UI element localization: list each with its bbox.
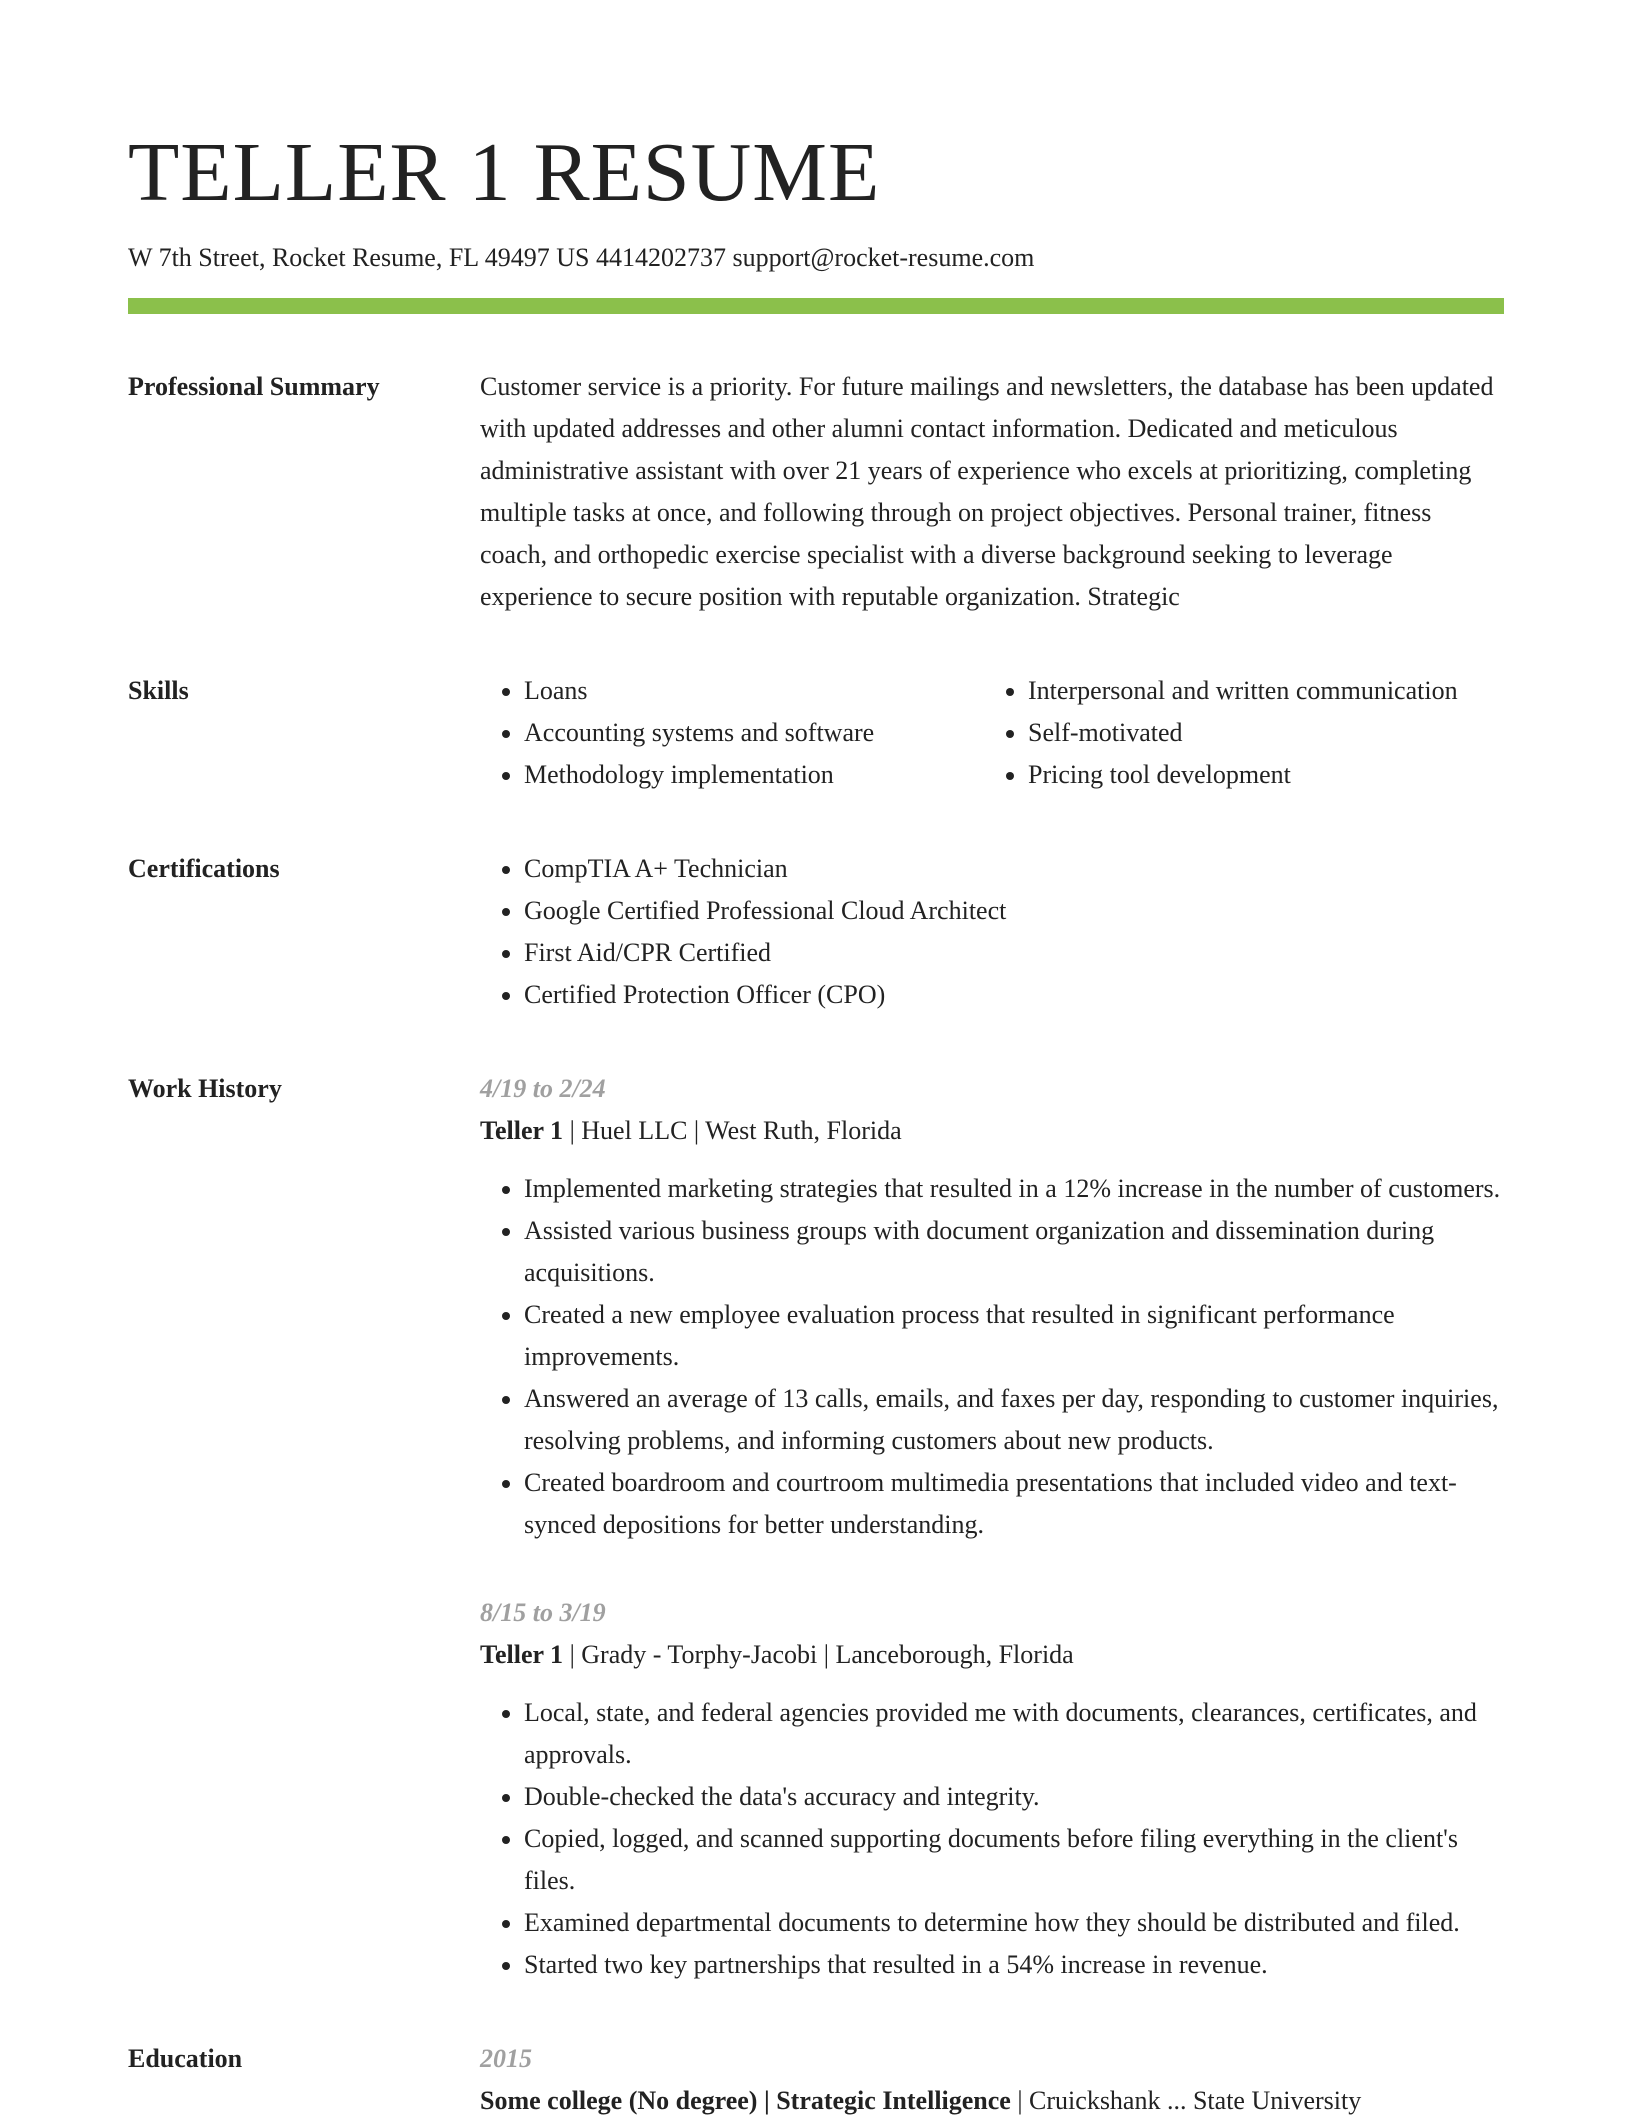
work-history-section: [128, 1068, 1504, 1986]
certification-item: • Certified Protection Officer (CPO): [524, 974, 1504, 1016]
section-label-skills: Skills: [128, 676, 189, 705]
skill-item: • Interpersonal and written communication: [1028, 670, 1504, 712]
job-bullet: • Created a new employee evaluation process that resulted in significant performance improvements.: [524, 1294, 1504, 1378]
job-bullet: • Created boardroom and courtroom multimedia presentations that included video and text-synced depositions for better understanding.: [524, 1462, 1504, 1546]
job-entry: [480, 1592, 1504, 1986]
skill-item: • Loans: [524, 670, 984, 712]
education-section: [128, 2038, 1504, 2122]
skill-item: • Methodology implementation: [524, 754, 984, 796]
job-bullet: • Double-checked the data's accuracy and integrity.: [524, 1776, 1504, 1818]
education-year: 2015: [480, 2044, 532, 2073]
skills-list-left: [480, 670, 984, 796]
skill-item: • Pricing tool development: [1028, 754, 1504, 796]
job-bullet: • Examined departmental documents to determine how they should be distributed and filed.: [524, 1902, 1504, 1944]
skills-section: [128, 670, 1504, 796]
job-bullets: [480, 1168, 1504, 1546]
section-label-certifications: Certifications: [128, 854, 280, 883]
job-bullet: • Answered an average of 13 calls, emails, and faxes per day, responding to customer inquiries, resolving problems, and informing customers about new products.: [524, 1378, 1504, 1462]
job-dates: 8/15 to 3/19: [480, 1598, 606, 1627]
education-school: | Cruickshank ... State University: [1010, 2086, 1362, 2115]
certifications-section: [128, 848, 1504, 1016]
skill-item: • Self-motivated: [1028, 712, 1504, 754]
job-bullet: • Started two key partnerships that resulted in a 54% increase in revenue.: [524, 1944, 1504, 1986]
certification-item: • Google Certified Professional Cloud Architect: [524, 890, 1504, 932]
job-company-location: | Grady - Torphy-Jacobi | Lanceborough, Florida: [563, 1640, 1074, 1669]
certification-item: • CompTIA A+ Technician: [524, 848, 1504, 890]
summary-text: Customer service is a priority. For future mailings and newsletters, the database has been updated with updated addresses and other alumni contact information. Dedicated and meticulous administrative assistant with over 21 years of experience who excels at prioritizing, completing multiple tasks at once, and following through on project objectives. Personal trainer, fitness coach, and orthopedic exercise specialist with a diverse background seeking to leverage experience to secure position with reputable organization. Strategic: [480, 372, 1494, 611]
education-degree: Some college (No degree) | Strategic Intelligence: [480, 2086, 1011, 2115]
job-bullet: • Local, state, and federal agencies provided me with documents, clearances, certificates, and approvals.: [524, 1692, 1504, 1776]
certification-item: • First Aid/CPR Certified: [524, 932, 1504, 974]
resume-title: TELLER 1 RESUME: [128, 126, 881, 219]
job-entry: [480, 1068, 1504, 1546]
section-label-professional-summary: Professional Summary: [128, 372, 380, 401]
contact-info: W 7th Street, Rocket Resume, FL 49497 US 4414202737 support@rocket-resume.com: [128, 243, 1035, 272]
skill-item: • Accounting systems and software: [524, 712, 984, 754]
section-label-education: Education: [128, 2044, 243, 2073]
certifications-list: [480, 848, 1504, 1016]
skills-list-right: [984, 670, 1504, 796]
job-bullet: • Copied, logged, and scanned supporting documents before filing everything in the client's files.: [524, 1818, 1504, 1902]
resume-page: [128, 0, 1504, 2122]
professional-summary-section: [128, 366, 1504, 618]
job-bullets: [480, 1692, 1504, 1986]
job-dates: 4/19 to 2/24: [480, 1074, 606, 1103]
job-bullet: • Assisted various business groups with document organization and dissemination during acquisitions.: [524, 1210, 1504, 1294]
education-heading: [480, 2080, 1504, 2122]
job-heading: [480, 1634, 1504, 1676]
section-label-work-history: Work History: [128, 1074, 282, 1103]
job-heading: [480, 1110, 1504, 1152]
job-bullet: • Implemented marketing strategies that resulted in a 12% increase in the number of customers.: [524, 1168, 1504, 1210]
job-title: Teller 1: [480, 1640, 564, 1669]
accent-divider: [128, 298, 1504, 314]
job-company-location: | Huel LLC | West Ruth, Florida: [563, 1116, 902, 1145]
job-title: Teller 1: [480, 1116, 564, 1145]
